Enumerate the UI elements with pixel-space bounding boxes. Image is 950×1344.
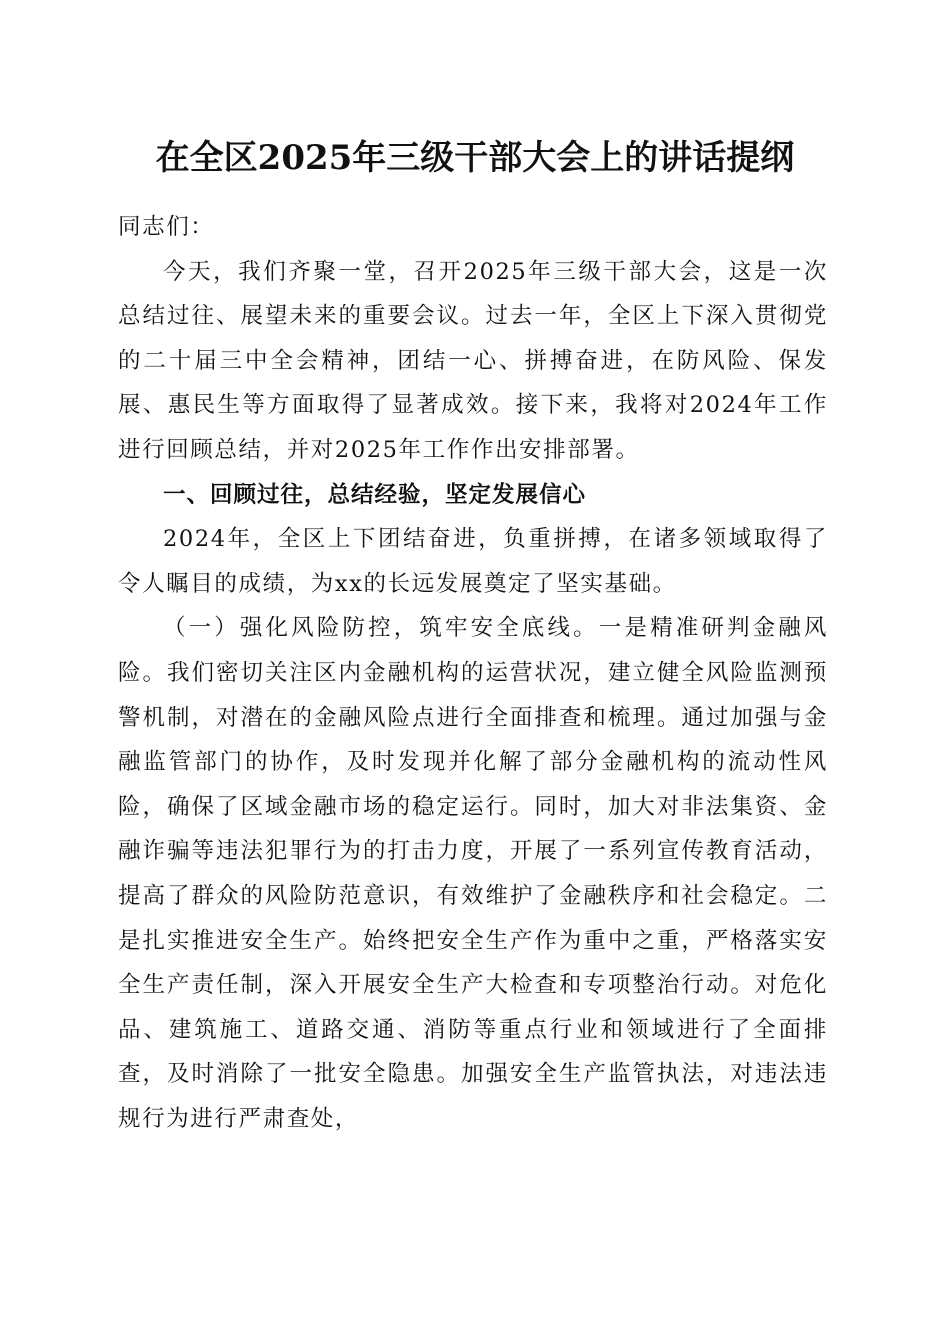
intro-paragraph: 今天，我们齐聚一堂，召开2025年三级干部大会，这是一次总结过往、展望未来的重要会议。过去一年，全区上下深入贯彻党的二十届三中全会精神，团结一心、拼搏奋进，在防风险、保发展、惠民生等方面取得了显著成效。接下来，我将对2024年工作进行回顾总结，并对2025年工作作出安排部署。 — [118, 258, 828, 463]
document-body — [118, 205, 828, 1141]
salutation: 同志们： — [118, 214, 215, 240]
subsection-paragraph: （一）强化风险防控，筑牢安全底线。一是精准研判金融风险。我们密切关注区内金融机构的运营状况，建立健全风险监测预警机制，对潜在的金融风险点进行全面排查和梳理。通过加强与金融监管部门的协作，及时发现并化解了部分金融机构的流动性风险，确保了区域金融市场的稳定运行。同时，加大对非法集资、金融诈骗等违法犯罪行为的打击力度，开展了一系列宣传教育活动，提高了群众的风险防范意识，有效维护了金融秩序和社会稳定。二是扎实推进安全生产。始终把安全生产作为重中之重，严格落实安全生产责任制，深入开展安全生产大检查和专项整治行动。对危化品、建筑施工、道路交通、消防等重点行业和领域进行了全面排查，及时消除了一批安全隐患。加强安全生产监管执法，对违法违规行为进行严肃查处， — [118, 615, 828, 1132]
section-intro-paragraph: 2024年，全区上下团结奋进，负重拼搏，在诸多领域取得了令人瞩目的成绩，为xx的长远发展奠定了坚实基础。 — [118, 526, 828, 597]
section-heading: 一、回顾过往，总结经验，坚定发展信心 — [163, 481, 587, 508]
document-title: 在全区2025年三级干部大会上的讲话提纲 — [155, 138, 795, 178]
